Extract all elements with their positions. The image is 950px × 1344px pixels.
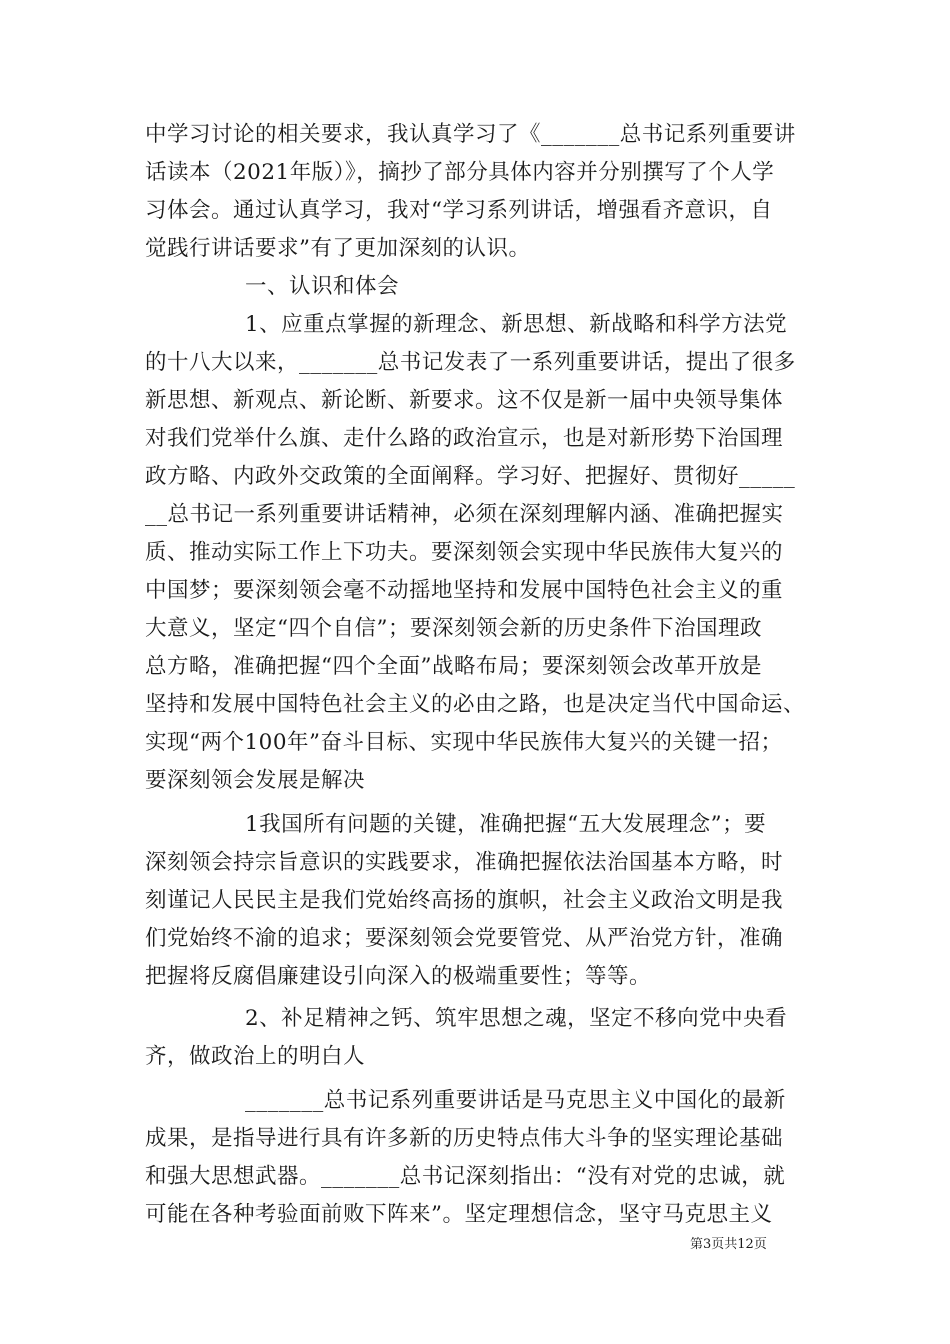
text-line: 1我国所有问题的关键，准确把握“五大发展理念”；要 [245, 812, 767, 837]
text-line: 对我们党举什么旗、走什么路的政治宣示，也是对新形势下治国理 [145, 426, 784, 451]
text-line: 中学习讨论的相关要求，我认真学习了《_______总书记系列重要讲 [145, 122, 796, 147]
text-line: 和强大思想武器。_______总书记深刻指出：“没有对党的忠诚，就 [145, 1164, 786, 1189]
text-line: 质、推动实际工作上下功夫。要深刻领会实现中华民族伟大复兴的 [145, 540, 784, 565]
text-line: 坚持和发展中国特色社会主义的必由之路，也是决定当代中国命运、 [145, 692, 806, 717]
text-line: 刻谨记人民民主是我们党始终高扬的旗帜，社会主义政治文明是我 [145, 888, 784, 913]
subsection-heading-cont: 齐，做政治上的明白人 [145, 1044, 366, 1069]
text-line: _______总书记系列重要讲话是马克思主义中国化的最新 [245, 1088, 786, 1113]
text-line: 可能在各种考验面前败下阵来”。坚定理想信念，坚守马克思主义 [145, 1202, 773, 1227]
text-line: 成果，是指导进行具有许多新的历史特点伟大斗争的坚实理论基础 [145, 1126, 784, 1151]
text-line: 大意义，坚定“四个自信”；要深刻领会新的历史条件下治国理政 [145, 616, 762, 641]
text-line: 习体会。通过认真学习，我对“学习系列讲话，增强看齐意识，自 [145, 198, 773, 223]
section-heading: 一、认识和体会 [245, 274, 400, 299]
text-line: 深刻领会持宗旨意识的实践要求，准确把握依法治国基本方略，时 [145, 850, 784, 875]
text-line: __总书记一系列重要讲话精神，必须在深刻理解内涵、准确把握实 [145, 502, 784, 527]
text-line: 实现“两个100年”奋斗目标、实现中华民族伟大复兴的关键一招； [145, 730, 783, 755]
page-number: 第3页共12页 [690, 1237, 767, 1252]
subsection-heading: 2、补足精神之钙、筑牢思想之魂，坚定不移向党中央看 [245, 1006, 788, 1031]
text-line: 话读本（2021年版）》，摘抄了部分具体内容并分别撰写了个人学 [145, 160, 775, 185]
text-line: 新思想、新观点、新论断、新要求。这不仅是新一届中央领导集体 [145, 388, 784, 413]
text-line: 的十八大以来，_______总书记发表了一系列重要讲话，提出了很多 [145, 350, 796, 375]
text-line: 觉践行讲话要求”有了更加深刻的认识。 [145, 236, 531, 261]
text-line: 们党始终不渝的追求；要深刻领会党要管党、从严治党方针，准确 [145, 926, 784, 951]
text-line: 把握将反腐倡廉建设引向深入的极端重要性；等等。 [145, 964, 652, 989]
text-line: 中国梦；要深刻领会毫不动摇地坚持和发展中国特色社会主义的重 [145, 578, 784, 603]
text-line: 政方略、内政外交政策的全面阐释。学习好、把握好、贯彻好_____ [145, 464, 796, 489]
subsection-heading: 1、应重点掌握的新理念、新思想、新战略和科学方法党 [245, 312, 788, 337]
text-line: 总方略，准确把握“四个全面”战略布局；要深刻领会改革开放是 [145, 654, 762, 679]
text-line: 要深刻领会发展是解决 [145, 768, 366, 793]
